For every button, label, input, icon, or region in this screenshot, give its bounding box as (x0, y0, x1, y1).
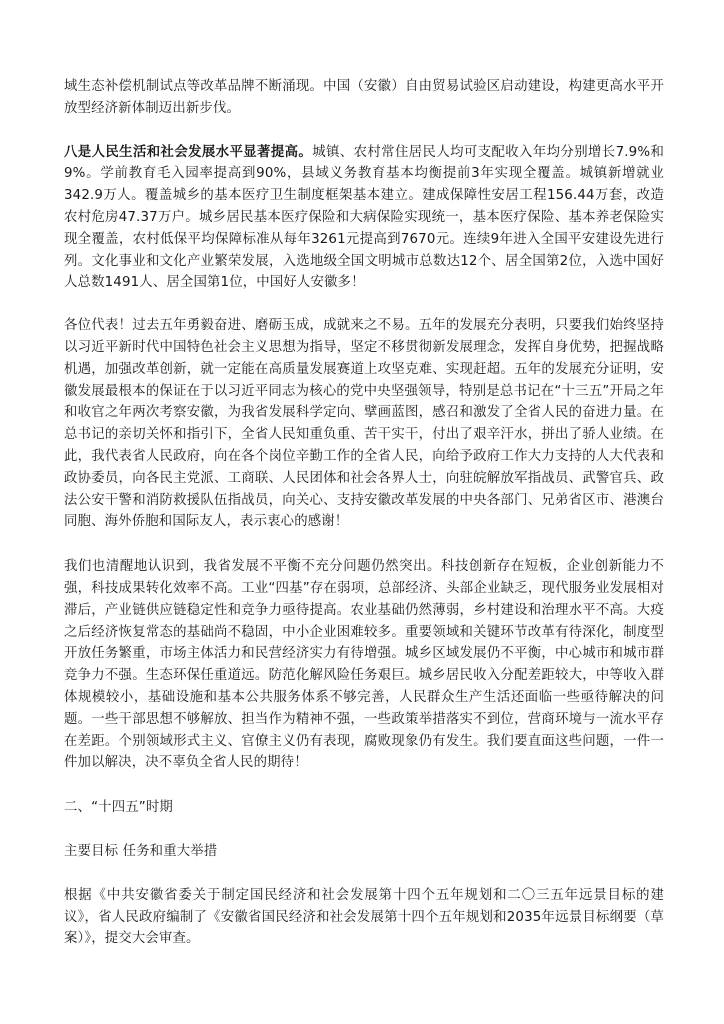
paragraph-livelihood (64, 142, 664, 295)
paragraph-thanks: 各位代表！过去五年勇毅奋进、磨砺玉成，成就来之不易。五年的发展充分表明，只要我们始终坚持以习近平新时代中国特色社会主义思想为指导，坚定不移贯彻新发展理念，发挥自身优势，把握战略机遇，加强改革创新，就一定能在高质量发展赛道上攻坚克难、实现赶超。五年的发展充分证明，安徽发展最根本的保证在于以习近平同志为核心的党中央坚强领导，特别是总书记在“十三五”开局之年和收官之年两次考察安徽，为我省发展科学定向、擘画蓝图，感召和激发了全省人民的奋进力量。在总书记的亲切关怀和指引下，全省人民知重负重、苦干实干，付出了艰辛汗水，拼出了骄人业绩。在此，我代表省人民政府，向在各个岗位辛勤工作的全省人民，向给予政府工作大力支持的人大代表和政协委员，向各民主党派、工商联、人民团体和社会各界人士，向驻皖解放军指战员、武警官兵、政法公安干警和消防救援队伍指战员，向关心、支持安徽改革发展的中央各部门、兄弟省区市、港澳台同胞、海外侨胞和国际友人，表示衷心的感谢！ (64, 318, 664, 530)
subsection-heading: 主要目标 任务和重大举措 (64, 843, 218, 859)
document-page (64, 76, 664, 950)
paragraph-livelihood-body: 城镇、农村常住居民人均可支配收入年均分别增长7.9%和9%。学前教育毛入园率提高到90%，县域义务教育基本均衡提前3年实现全覆盖。城镇新增就业342.9万人。覆盖城乡的基本医疗卫生制度框架基本建立。建成保障性安居工程156.44万套，改造农村危房47.37万户。城乡居民基本医疗保险和大病保险实现统一，基本医疗保险、基本养老保险实现全覆盖，农村低保平均保障标准从每年3261元提高到7670元。连续9年进入全国平安建设先进行列。文化事业和文化产业繁荣发展，入选地级全国文明城市总数达12个、居全国第2位，入选中国好人总数1491人、居全国第1位，中国好人安徽多！ (64, 144, 664, 291)
paragraph-plan: 根据《中共安徽省委关于制定国民经济和社会发展第十四个五年规划和二〇三五年远景目标的建议》，省人民政府编制了《安徽省国民经济和社会发展第十四个五年规划和2035年远景目标纲要（草案）》，提交大会审查。 (64, 887, 664, 947)
paragraph-problems: 我们也清醒地认识到，我省发展不平衡不充分问题仍然突出。科技创新存在短板，企业创新能力不强，科技成果转化效率不高。工业“四基”存在弱项，总部经济、头部企业缺乏，现代服务业发展相对滞后，产业链供应链稳定性和竞争力亟待提高。农业基础仍然薄弱，乡村建设和治理水平不高。大疫之后经济恢复常态的基础尚不稳固，中小企业困难较多。重要领域和关键环节改革有待深化，制度型开放任务繁重，市场主体活力和民营经济实力有待增强。城乡区域发展仍不平衡，中心城市和城市群竞争力不强。生态环保任重道远。防范化解风险任务艰巨。城乡居民收入分配差距较大，中等收入群体规模较小，基础设施和基本公共服务体系不够完善，人民群众生产生活还面临一些亟待解决的问题。一些干部思想不够解放、担当作为精神不强，一些政策举措落实不到位，营商环境与一流水平存在差距。个别领域形式主义、官僚主义仍有表现，腐败现象仍有发生。我们要直面这些问题，一件一件加以解决，决不辜负全省人民的期待！ (64, 559, 664, 771)
paragraph-reform-end: 域生态补偿机制试点等改革品牌不断涌现。中国（安徽）自由贸易试验区启动建设，构建更高水平开放型经济新体制迈出新步伐。 (64, 79, 664, 116)
section-heading: 二、“十四五”时期 (64, 800, 173, 816)
paragraph-livelihood-lead: 八是人民生活和社会发展水平显著提高。 (64, 144, 313, 160)
